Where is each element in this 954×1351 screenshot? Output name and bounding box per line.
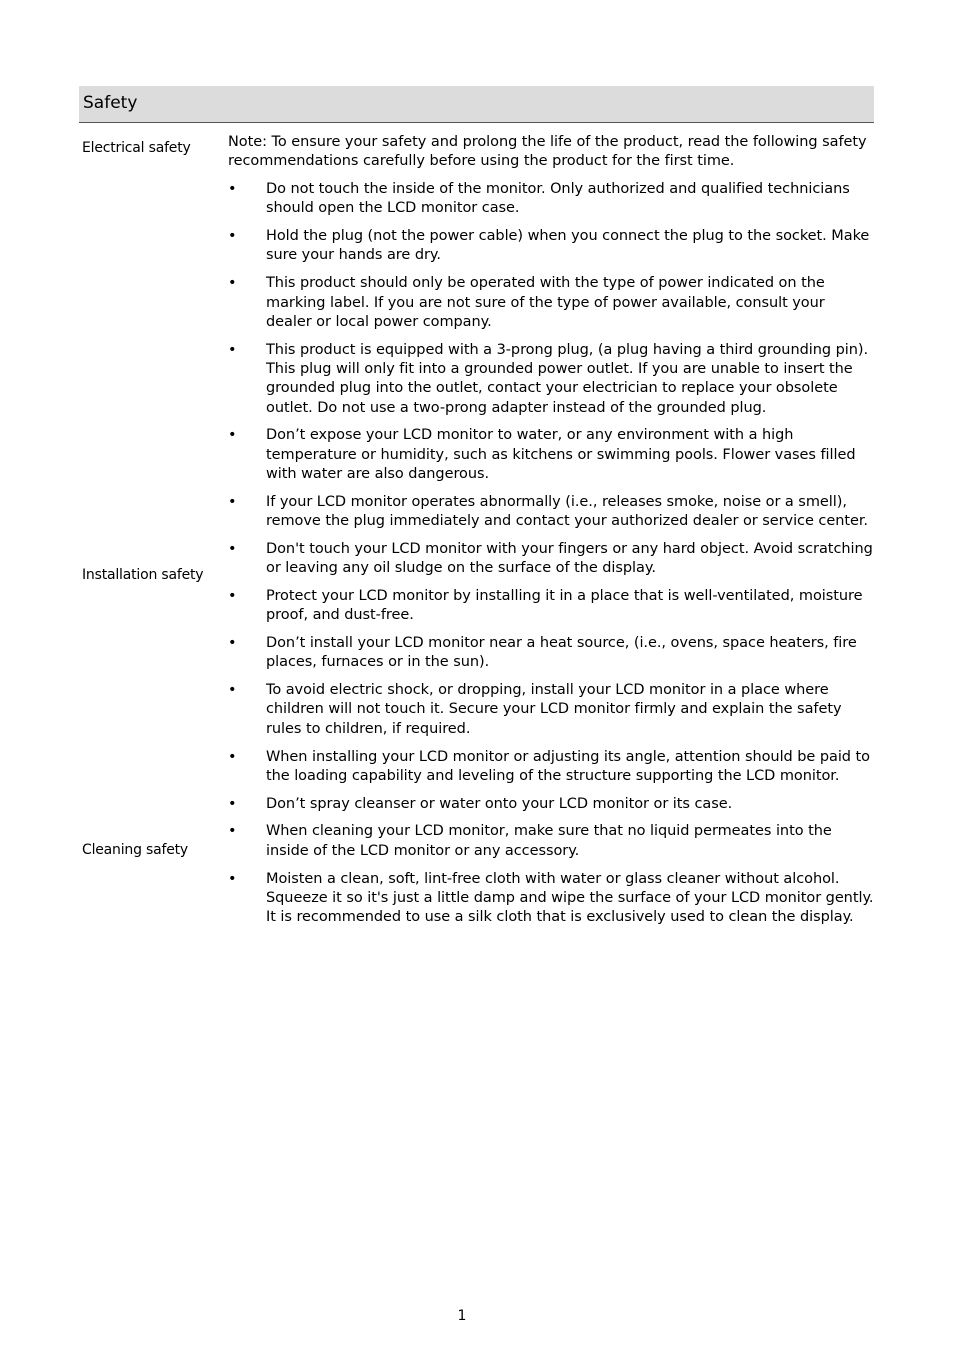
list-item-text: This product is equipped with a 3-prong plug, (a plug having a third grounding pin). This plug will only fit into a grounded power outlet. If you are unable to insert the grounded plug into the outlet, contact your electrician to replace your obsolete outlet. Do not use a two-prong adapter instead of the grounded plug. bbox=[266, 341, 869, 416]
list-item-text: If your LCD monitor operates abnormally (i.e., releases smoke, noise or a smell), remove the plug immediately and contact your authorized dealer or service center. bbox=[266, 493, 868, 530]
note-label: Note: bbox=[228, 134, 267, 150]
bullet-icon: • bbox=[228, 493, 237, 510]
bullet-icon: • bbox=[228, 682, 237, 699]
list-item bbox=[228, 681, 874, 739]
list-item-text: When cleaning your LCD monitor, make sure that no liquid permeates into the inside of the LCD monitor or any accessory. bbox=[266, 823, 832, 859]
list-item bbox=[228, 493, 874, 532]
list-item-text: Do not touch the inside of the monitor. Only authorized and qualified technicians should open the LCD monitor case. bbox=[266, 181, 850, 217]
list-item-text: Moisten a clean, soft, lint-free cloth with water or glass cleaner without alcohol. Squeeze it so it's just a little damp and wipe the surface of your LCD monitor gently. It is recommended to use a silk cloth that is exclusively used to clean the display. bbox=[266, 870, 874, 926]
bullet-icon: • bbox=[228, 870, 237, 887]
note-text: To ensure your safety and prolong the life of the product, read the following safety recommendations carefully before using the product for the first time. bbox=[228, 134, 867, 170]
list-item bbox=[228, 795, 874, 814]
bullet-icon: • bbox=[228, 275, 237, 292]
bullet-icon: • bbox=[228, 748, 237, 765]
list-item bbox=[228, 587, 874, 626]
bullet-icon: • bbox=[228, 427, 237, 444]
bullet-icon: • bbox=[228, 341, 237, 358]
list-item-text: Don’t spray cleanser or water onto your LCD monitor or its case. bbox=[266, 795, 733, 812]
section-label-electrical: Electrical safety bbox=[82, 140, 191, 156]
list-item-text: Hold the plug (not the power cable) when you connect the plug to the socket. Make sure your hands are dry. bbox=[266, 228, 870, 264]
list-item bbox=[228, 540, 874, 579]
list-item-text: Don’t install your LCD monitor near a heat source, (i.e., ovens, space heaters, fire places, furnaces or in the sun). bbox=[266, 635, 857, 671]
note-paragraph bbox=[228, 133, 874, 172]
list-item bbox=[228, 870, 874, 928]
list-item bbox=[228, 822, 874, 861]
section-header-bar bbox=[79, 86, 874, 123]
page-number: 1 bbox=[457, 1308, 467, 1324]
bullet-icon: • bbox=[228, 823, 237, 840]
list-item bbox=[228, 180, 874, 219]
list-item-text: Don't touch your LCD monitor with your fingers or any hard object. Avoid scratching or leaving any oil sludge on the surface of the display. bbox=[266, 540, 873, 577]
list-item bbox=[228, 748, 874, 787]
list-item-text: When installing your LCD monitor or adjusting its angle, attention should be paid to the loading capability and leveling of the structure supporting the LCD monitor. bbox=[266, 748, 870, 784]
list-item bbox=[228, 274, 874, 332]
bullet-icon: • bbox=[228, 587, 237, 604]
bullet-icon: • bbox=[228, 540, 237, 557]
list-item-text: This product should only be operated with the type of power indicated on the marking label. If you are not sure of the type of power available, consult your dealer or local power company. bbox=[266, 275, 825, 330]
list-item-text: Don’t expose your LCD monitor to water, or any environment with a high temperature or humidity, such as kitchens or swimming pools. Flower vases filled with water are also dangerous. bbox=[266, 427, 856, 482]
section-label-cleaning: Cleaning safety bbox=[82, 842, 189, 858]
list-item bbox=[228, 634, 874, 673]
list-item bbox=[228, 227, 874, 266]
list-item bbox=[228, 341, 874, 418]
list-item bbox=[228, 426, 874, 484]
list-item-text: To avoid electric shock, or dropping, install your LCD monitor in a place where children will not touch it. Secure your LCD monitor firmly and explain the safety rules to children, if required. bbox=[266, 682, 842, 737]
bullet-list bbox=[228, 180, 874, 927]
bullet-icon: • bbox=[228, 228, 237, 245]
bullet-icon: • bbox=[228, 795, 237, 812]
section-label-installation: Installation safety bbox=[82, 567, 204, 583]
bullet-icon: • bbox=[228, 181, 237, 198]
content-column bbox=[228, 133, 874, 936]
page-title: Safety bbox=[83, 93, 138, 113]
bullet-icon: • bbox=[228, 635, 237, 652]
list-item-text: Protect your LCD monitor by installing it in a place that is well-ventilated, moisture proof, and dust-free. bbox=[266, 587, 863, 624]
